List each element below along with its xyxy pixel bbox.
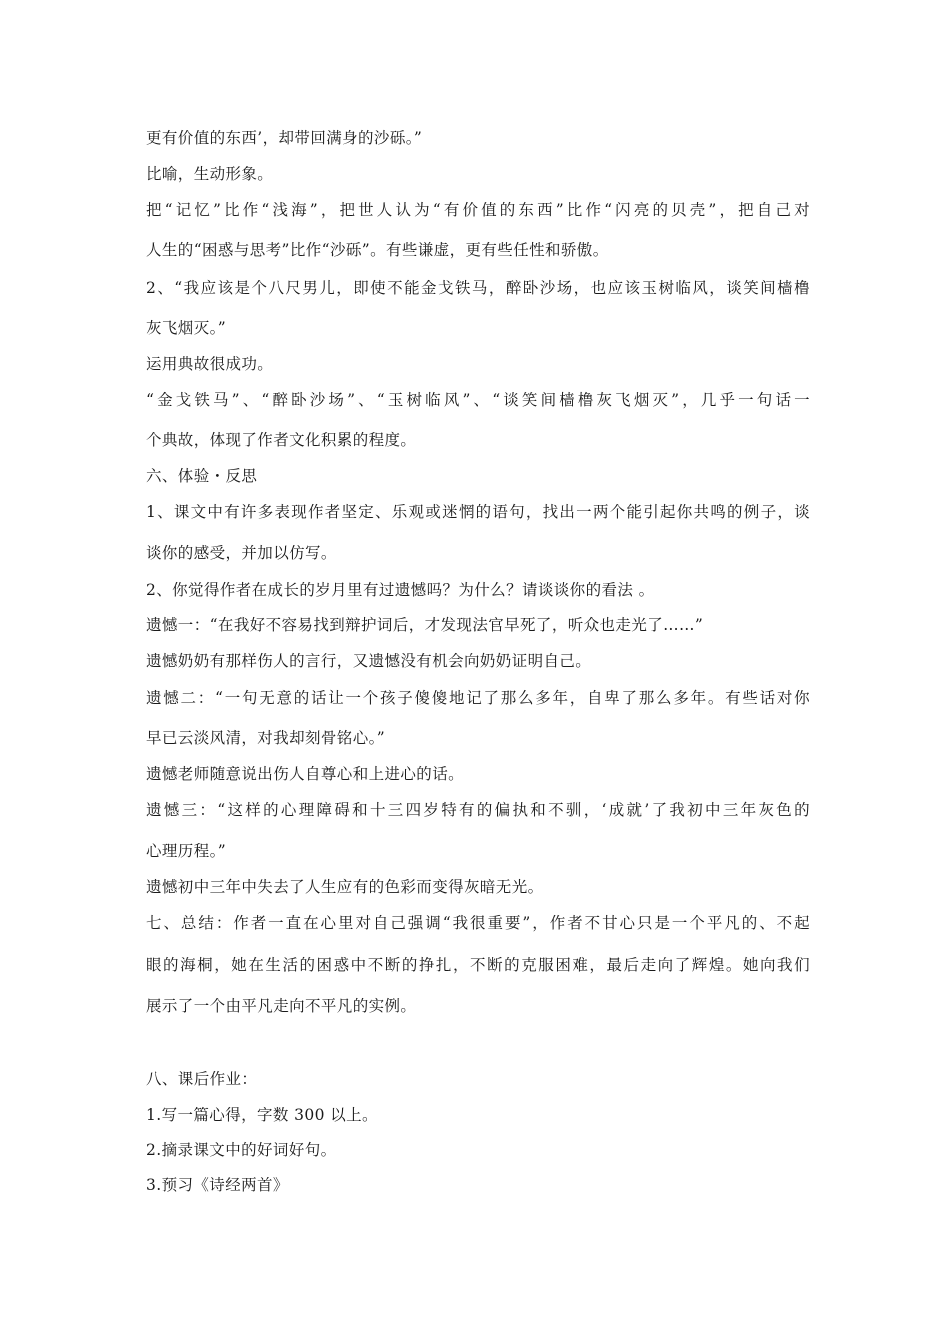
text-line: 心理历程。”	[146, 842, 227, 860]
text-line: 谈你的感受，并加以仿写。	[146, 544, 337, 562]
text-line: 1、课文中有许多表现作者坚定、乐观或迷惘的语句，找出一两个能引起你共鸣的例子，谈	[146, 503, 810, 521]
text-line: 把“记忆”比作“浅海”，把世人认为“有价值的东西”比作“闪亮的贝壳”，把自己对	[146, 201, 810, 219]
section-heading: 六、体验・反思	[146, 467, 258, 485]
text-line: 遗憾二：“一句无意的话让一个孩子傻傻地记了那么多年，自卑了那么多年。有些话对你	[146, 689, 810, 707]
section-heading: 八、课后作业：	[146, 1070, 258, 1088]
text-line: 遗憾奶奶有那样伤人的言行，又遗憾没有机会向奶奶证明自己。	[146, 652, 592, 670]
text-line: 遗憾三：“这样的心理障碍和十三四岁特有的偏执和不驯，‘成就’了我初中三年灰色的	[146, 801, 810, 819]
list-item: 3.预习《诗经两首》	[146, 1176, 289, 1194]
text-line: 遗憾老师随意说出伤人自尊心和上进心的话。	[146, 765, 465, 783]
section-heading: 七、总结：作者一直在心里对自己强调“我很重要”，作者不甘心只是一个平凡的、不起	[146, 914, 810, 932]
text-line: 人生的“困惑与思考”比作“沙砾”。有些谦虚，更有些任性和骄傲。	[146, 241, 609, 259]
text-line: 遗憾一：“在我好不容易找到辩护词后，才发现法官早死了，听众也走光了……”	[146, 616, 704, 634]
text-line: 灰飞烟灭。”	[146, 319, 227, 337]
text-line: 眼的海桐，她在生活的困惑中不断的挣扎，不断的克服困难，最后走向了辉煌。她向我们	[146, 956, 810, 974]
text-line: “金戈铁马”、“醉卧沙场”、“玉树临风”、“谈笑间樯橹灰飞烟灭”，几乎一句话一	[146, 391, 810, 409]
text-line: 2、你觉得作者在成长的岁月里有过遗憾吗？为什么？请谈谈你的看法 。	[146, 581, 655, 599]
text-line: 早已云淡风清，对我却刻骨铭心。”	[146, 729, 386, 747]
text-line: 2、“我应该是个八尺男儿，即使不能金戈铁马，醉卧沙场，也应该玉树临风，谈笑间樯橹	[146, 279, 810, 297]
text-line: 展示了一个由平凡走向不平凡的实例。	[146, 997, 417, 1015]
list-item: 2.摘录课文中的好词好句。	[146, 1141, 337, 1159]
text-line: 更有价值的东西’，却带回满身的沙砾。”	[146, 129, 423, 147]
text-line: 运用典故很成功。	[146, 355, 274, 373]
text-line: 比喻，生动形象。	[146, 165, 274, 183]
text-line: 遗憾初中三年中失去了人生应有的色彩而变得灰暗无光。	[146, 878, 544, 896]
list-item: 1.写一篇心得，字数 300 以上。	[146, 1106, 378, 1124]
text-line: 个典故，体现了作者文化积累的程度。	[146, 431, 417, 449]
